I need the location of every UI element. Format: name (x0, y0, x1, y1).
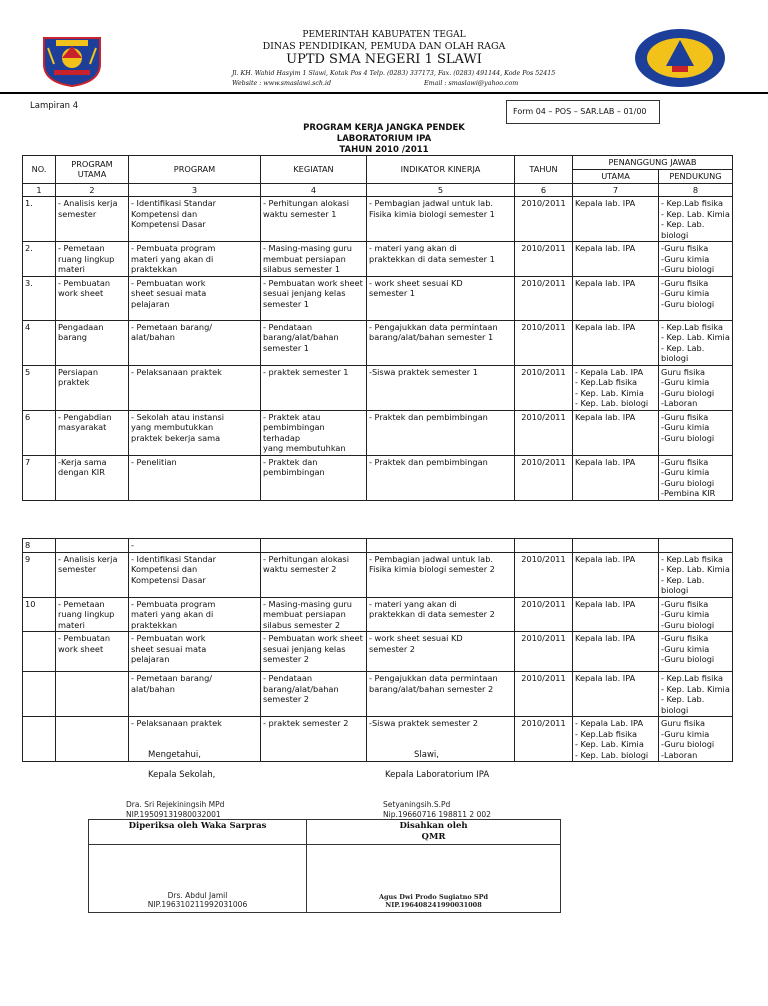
cell-indikator: - Pembagian jadwal untuk lab. Fisika kimia biologi semester 2 (367, 552, 515, 597)
table-row (23, 597, 733, 632)
cell-tahun: 2010/2011 (515, 242, 573, 277)
cell-pendukung: -Guru fisika -Guru kimia -Guru biologi (659, 242, 733, 277)
cell-program-utama: - Pembuatan work sheet (56, 632, 129, 672)
waka-signature-cell (89, 845, 307, 913)
cell-tahun: 2010/2011 (515, 552, 573, 597)
cell-pendukung: - Kep.Lab fisika - Kep. Lab. Kimia - Kep. Lab. biologi (659, 197, 733, 242)
col-number: 8 (659, 183, 733, 197)
cell-pendukung: -Guru fisika -Guru kimia -Guru biologi (659, 276, 733, 320)
col-header-program-utama: PROGRAM UTAMA (56, 156, 129, 184)
cell-tahun: 2010/2011 (515, 672, 573, 717)
cell-pendukung: - Kep.Lab fisika - Kep. Lab. Kimia - Kep. Lab. biologi (659, 552, 733, 597)
title-line2: LABORATORIUM IPA (336, 134, 432, 144)
cell-kegiatan: - Praktek dan pembimbingan (261, 455, 367, 500)
cell-tahun: 2010/2011 (515, 597, 573, 632)
kepala-sekolah-label: Kepala Sekolah, (148, 770, 216, 780)
cell-pendukung (659, 539, 733, 553)
cell-program: - Pelaksanaan praktek (129, 717, 261, 762)
cell-no (23, 672, 56, 717)
cell-no (23, 632, 56, 672)
cell-no: 3. (23, 276, 56, 320)
table-row (23, 632, 733, 672)
col-header-kegiatan: KEGIATAN (261, 156, 367, 184)
cell-no: 9 (23, 552, 56, 597)
kepsek-nip: NIP.19509131980032001 (126, 810, 221, 819)
cell-utama: Kepala lab. IPA (573, 632, 659, 672)
cell-utama: Kepala lab. IPA (573, 552, 659, 597)
header-line1: PEMERINTAH KABUPATEN TEGAL (302, 30, 466, 40)
col-number: 4 (261, 183, 367, 197)
cell-no: 2. (23, 242, 56, 277)
cell-indikator: - materi yang akan di praktekkan di data semester 2 (367, 597, 515, 632)
cell-program: - Pembuata program materi yang akan di praktekkan (129, 597, 261, 632)
cell-tahun: 2010/2011 (515, 197, 573, 242)
cell-program: - Pembuata program materi yang akan di praktekkan (129, 242, 261, 277)
cell-program: - Identifikasi Standar Kompetensi dan Kompetensi Dasar (129, 552, 261, 597)
cell-indikator (367, 539, 515, 553)
cell-utama: Kepala lab. IPA (573, 242, 659, 277)
cell-kegiatan: - praktek semester 2 (261, 717, 367, 762)
cell-pendukung: - Kep.Lab fisika - Kep. Lab. Kimia - Kep. Lab. biologi (659, 320, 733, 365)
qmr-signature-cell (307, 845, 561, 913)
cell-no: 8 (23, 539, 56, 553)
program-table-semester-1 (22, 155, 733, 501)
cell-no: 10 (23, 597, 56, 632)
cell-kegiatan: - Pendataan barang/alat/bahan semester 1 (261, 320, 367, 365)
cell-pendukung: Guru fisika -Guru kimia -Guru biologi -Laboran (659, 717, 733, 762)
table-row (23, 276, 733, 320)
cell-utama: - Kepala Lab. IPA - Kep.Lab fisika - Kep. Lab. Kimia - Kep. Lab. biologi (573, 365, 659, 410)
col-header-pendukung: PENDUKUNG (659, 170, 733, 184)
cell-tahun: 2010/2011 (515, 320, 573, 365)
document-title (0, 123, 768, 156)
cell-kegiatan (261, 539, 367, 553)
kalab-name: Setyaningsih.S.Pd (383, 800, 451, 809)
cell-program: - Pemetaan barang/ alat/bahan (129, 672, 261, 717)
cell-indikator: - work sheet sesuai KD semester 1 (367, 276, 515, 320)
col-header-utama: UTAMA (573, 170, 659, 184)
cell-program-utama (56, 539, 129, 553)
col-header-program: PROGRAM (129, 156, 261, 184)
form-code-box: Form 04 – POS – SAR.LAB – 01/00 (506, 100, 660, 124)
cell-utama: Kepala lab. IPA (573, 672, 659, 717)
cell-kegiatan: - Perhitungan alokasi waktu semester 1 (261, 197, 367, 242)
cell-indikator: - Pengajukkan data permintaan barang/alat/bahan semester 1 (367, 320, 515, 365)
cell-no: 4 (23, 320, 56, 365)
kepala-lab-label: Kepala Laboratorium IPA (385, 770, 490, 780)
header-address: Jl. KH. Wahid Hasyim 1 Slawi, Kotak Pos 4 Telp. (0283) 337173, Fax. (0283) 491144, Kode Pos 52415 (232, 70, 556, 77)
cell-kegiatan: - Pembuatan work sheet sesuai jenjang kelas semester 2 (261, 632, 367, 672)
header-line3: UPTD SMA NEGERI 1 SLAWI (286, 52, 482, 67)
cell-no: 7 (23, 455, 56, 500)
cell-tahun (515, 539, 573, 553)
lampiran-label: Lampiran 4 (30, 101, 79, 111)
col-header-indikator: INDIKATOR KINERJA (367, 156, 515, 184)
cell-utama: Kepala lab. IPA (573, 410, 659, 455)
cell-kegiatan: - praktek semester 1 (261, 365, 367, 410)
table-row (23, 552, 733, 597)
cell-pendukung: Guru fisika -Guru kimia -Guru biologi -Laboran (659, 365, 733, 410)
cell-no: 6 (23, 410, 56, 455)
cell-kegiatan: - Perhitungan alokasi waktu semester 2 (261, 552, 367, 597)
cell-indikator: - Pembagian jadwal untuk lab. Fisika kimia biologi semester 1 (367, 197, 515, 242)
cell-no (23, 717, 56, 762)
cell-kegiatan: - Masing-masing guru membuat persiapan silabus semester 1 (261, 242, 367, 277)
cell-program-utama (56, 717, 129, 762)
waka-name: Drs. Abdul Jamil (167, 891, 228, 900)
cell-kegiatan: - Pembuatan work sheet sesuai jenjang kelas semester 1 (261, 276, 367, 320)
cell-program-utama: - Pemetaan ruang lingkup materi (56, 597, 129, 632)
table-row (23, 717, 733, 762)
program-table-semester-2 (22, 538, 733, 762)
diperiksa-label: Diperiksa oleh Waka Sarpras (89, 820, 307, 845)
col-header-no: NO. (23, 156, 56, 184)
slawi-label: Slawi, (414, 750, 439, 760)
waka-nip: NIP.196310211992031006 (147, 900, 248, 909)
cell-program: - Pembuatan work sheet sesuai mata pelajaran (129, 632, 261, 672)
approval-box (88, 819, 561, 913)
cell-utama: Kepala lab. IPA (573, 276, 659, 320)
cell-program-utama (56, 672, 129, 717)
cell-utama (573, 539, 659, 553)
table-row (23, 197, 733, 242)
cell-indikator: -Siswa praktek semester 2 (367, 717, 515, 762)
cell-program: - Identifikasi Standar Kompetensi dan Kompetensi Dasar (129, 197, 261, 242)
table-row (23, 539, 733, 553)
cell-program-utama: - Pengabdian masyarakat (56, 410, 129, 455)
cell-utama: Kepala lab. IPA (573, 455, 659, 500)
cell-program-utama: - Analisis kerja semester (56, 552, 129, 597)
table-row (23, 320, 733, 365)
cell-program-utama: -Kerja sama dengan KIR (56, 455, 129, 500)
table-row (23, 365, 733, 410)
cell-utama: Kepala lab. IPA (573, 197, 659, 242)
header-divider (0, 92, 768, 94)
cell-indikator: - Pengajukkan data permintaan barang/alat/bahan semester 2 (367, 672, 515, 717)
title-line3: TAHUN 2010 /2011 (339, 145, 429, 155)
cell-tahun: 2010/2011 (515, 455, 573, 500)
cell-tahun: 2010/2011 (515, 365, 573, 410)
cell-pendukung: -Guru fisika -Guru kimia -Guru biologi (659, 632, 733, 672)
kalab-nip: Nip.19660716 198811 2 002 (383, 810, 491, 819)
cell-pendukung: - Kep.Lab fisika - Kep. Lab. Kimia - Kep. Lab. biologi (659, 672, 733, 717)
cell-kegiatan: - Pendataan barang/alat/bahan semester 2 (261, 672, 367, 717)
table-row (23, 410, 733, 455)
cell-program: - Penelitian (129, 455, 261, 500)
cell-indikator: - Praktek dan pembimbingan (367, 455, 515, 500)
cell-indikator: - materi yang akan di praktekkan di data semester 1 (367, 242, 515, 277)
header-email: Email : smaslawi@yahoo.com (424, 80, 519, 87)
cell-tahun: 2010/2011 (515, 632, 573, 672)
cell-program-utama: Pengadaan barang (56, 320, 129, 365)
table-row (23, 242, 733, 277)
cell-pendukung: -Guru fisika -Guru kimia -Guru biologi -Pembina KIR (659, 455, 733, 500)
cell-kegiatan: - Praktek atau pembimbingan terhadap yang membutuhkan (261, 410, 367, 455)
cell-tahun: 2010/2011 (515, 717, 573, 762)
cell-program: - Pemetaan barang/ alat/bahan (129, 320, 261, 365)
cell-program: - (129, 539, 261, 553)
header-website: Website : www.smaslawi.sch.id (232, 80, 331, 87)
qmr-name: Agus Dwi Prodo Sugiatno SPd (378, 893, 489, 901)
col-number: 7 (573, 183, 659, 197)
cell-tahun: 2010/2011 (515, 276, 573, 320)
cell-program: - Pelaksanaan praktek (129, 365, 261, 410)
col-number: 3 (129, 183, 261, 197)
col-number: 2 (56, 183, 129, 197)
cell-program-utama: Persiapan praktek (56, 365, 129, 410)
title-line1: PROGRAM KERJA JANGKA PENDEK (303, 123, 465, 133)
col-header-penanggung-jawab: PENANGGUNG JAWAB (573, 156, 733, 170)
col-header-tahun: TAHUN (515, 156, 573, 184)
cell-indikator: -Siswa praktek semester 1 (367, 365, 515, 410)
cell-program-utama: - Pembuatan work sheet (56, 276, 129, 320)
cell-program-utama: - Pemetaan ruang lingkup materi (56, 242, 129, 277)
kepsek-name: Dra. Sri Rejekiningsih MPd (126, 800, 225, 809)
mengetahui-label: Mengetahui, (148, 750, 201, 760)
cell-kegiatan: - Masing-masing guru membuat persiapan silabus semester 2 (261, 597, 367, 632)
col-number: 5 (367, 183, 515, 197)
cell-no: 1. (23, 197, 56, 242)
cell-program-utama: - Analisis kerja semester (56, 197, 129, 242)
cell-pendukung: -Guru fisika -Guru kimia -Guru biologi (659, 597, 733, 632)
cell-program: - Pembuatan work sheet sesuai mata pelajaran (129, 276, 261, 320)
cell-no: 5 (23, 365, 56, 410)
cell-indikator: - Praktek dan pembimbingan (367, 410, 515, 455)
header-line2: DINAS PENDIDIKAN, PEMUDA DAN OLAH RAGA (262, 41, 506, 52)
cell-pendukung: -Guru fisika -Guru kimia -Guru biologi (659, 410, 733, 455)
col-number: 6 (515, 183, 573, 197)
cell-indikator: - work sheet sesuai KD semester 2 (367, 632, 515, 672)
cell-utama: Kepala lab. IPA (573, 597, 659, 632)
qmr-nip: NIP.196408241990031008 (385, 901, 482, 909)
disahkan-label: Disahkan oleh QMR (307, 820, 561, 845)
table-row (23, 455, 733, 500)
cell-program: - Sekolah atau instansi yang membutukkan praktek bekerja sama (129, 410, 261, 455)
table-row (23, 672, 733, 717)
col-number: 1 (23, 183, 56, 197)
cell-utama: Kepala lab. IPA (573, 320, 659, 365)
cell-tahun: 2010/2011 (515, 410, 573, 455)
cell-utama: - Kepala Lab. IPA - Kep.Lab fisika - Kep. Lab. Kimia - Kep. Lab. biologi (573, 717, 659, 762)
